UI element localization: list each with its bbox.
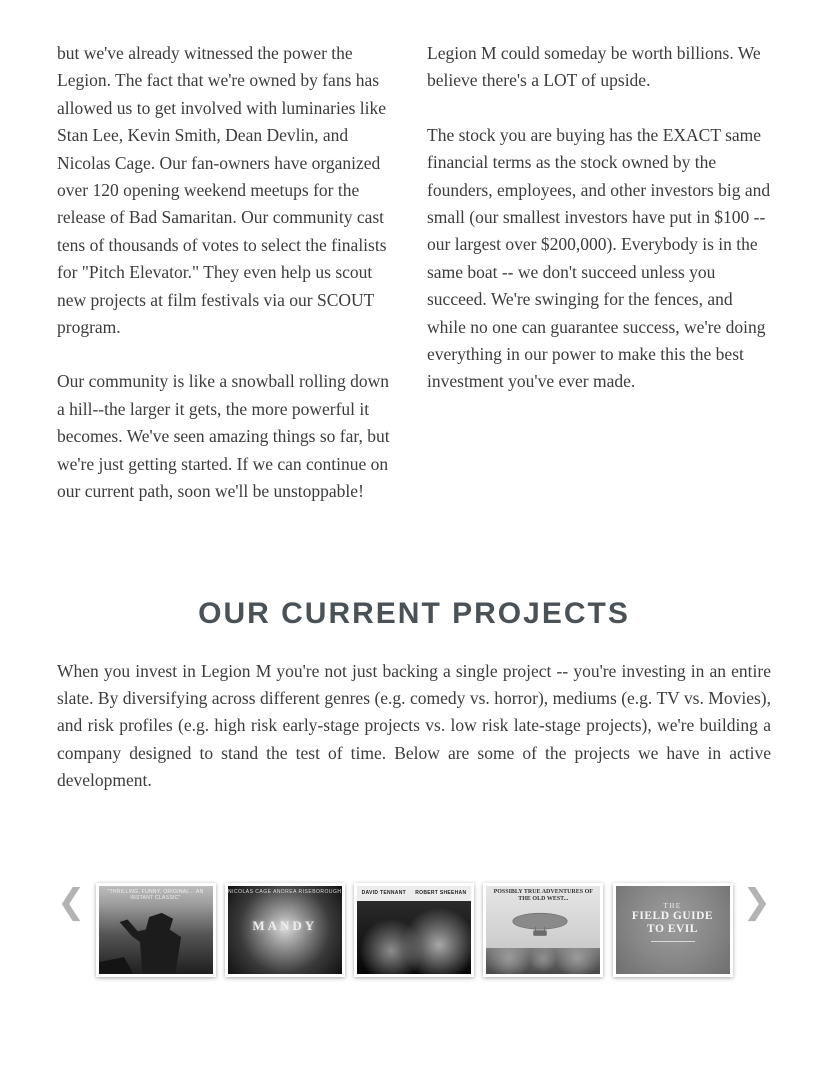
poster-title-line: TO EVIL — [647, 922, 698, 935]
poster-title: MANDY — [252, 917, 318, 933]
paragraph: Our community is like a snowball rolling down a hill--the larger it gets, the more powerful it becomes. We've seen amazing things so far, but we're just getting started. If we can continue on our current path, soon we'll be unstoppable! — [57, 371, 390, 502]
actor-name: ROBERT SHEEHAN — [415, 890, 467, 897]
poster-image — [228, 886, 342, 974]
chevron-right-icon: ❯ — [742, 881, 771, 922]
airship-icon — [506, 911, 574, 940]
poster-tagline: "THRILLING, FUNNY, ORIGINAL... AN INSTANT CLASSIC" — [107, 888, 204, 901]
poster-header-text: POSSIBLY TRUE ADVENTURES OF THE OLD WEST... — [493, 888, 593, 902]
carousel-next-button[interactable] — [742, 881, 772, 922]
poster-thumbnail-bad-samaritan[interactable] — [354, 883, 474, 977]
poster-image — [99, 886, 213, 974]
actor-name: DAVID TENNANT — [361, 890, 406, 897]
poster-title-line: FIELD GUIDE — [631, 909, 714, 922]
poster-thumbnail-mandy[interactable] — [225, 883, 345, 977]
left-column — [57, 40, 401, 533]
poster-credits-bar — [357, 886, 471, 901]
poster-title-line: THE — [663, 901, 682, 910]
chevron-left-icon: ❮ — [57, 881, 86, 922]
poster-image — [486, 886, 600, 974]
poster-thumbnail-field-guide[interactable] — [613, 883, 733, 977]
poster-artwork — [357, 901, 471, 974]
poster-image — [357, 886, 471, 974]
poster-image — [616, 886, 730, 974]
projects-carousel — [57, 883, 771, 977]
paragraph: but we've already witnessed the power the Legion. The fact that we're owned by fans has allowed us to get involved with luminaries like Stan Lee, Kevin Smith, Dean Devlin, and Nicolas Cage. Our fan-owners have organized over 120 opening weekend meetups for the release of Bad Samaritan. Our community cast tens of thousands of votes to select the finalists for "Pitch Elevator." They even help us scout new projects at film festivals via our SCOUT program. — [57, 43, 387, 338]
two-column-text — [57, 40, 771, 533]
poster-thumbnail-old-west[interactable] — [483, 883, 603, 977]
paragraph: Legion M could someday be worth billions. We believe there's a LOT of upside. — [427, 43, 761, 91]
poster-strip — [96, 883, 733, 977]
carousel-prev-button[interactable] — [57, 881, 86, 922]
section-intro: When you invest in Legion M you're not just backing a single project -- you're investing in an entire slate. By diversifying across different genres (e.g. comedy vs. horror), mediums (e.g. TV vs. Movies), and risk profiles (e.g. high risk early-stage projects vs. low risk late-stage projects), we're building a company designed to stand the test of time. Below are some of the projects we have in active development. — [57, 660, 771, 791]
poster-figures-strip — [486, 948, 600, 974]
poster-thumbnail-monster[interactable] — [96, 883, 216, 977]
section-title: OUR CURRENT PROJECTS — [198, 596, 630, 630]
paragraph: The stock you are buying has the EXACT same financial terms as the stock owned by the founders, employees, and other investors big and small (our smallest investors have put in $100 -- our largest over $200,000). Everybody is in the same boat -- we don't succeed unless you succeed. We're swinging for the fences, and while no one can guarantee success, we're doing everything in our power to make this the best investment you've ever made. — [427, 124, 771, 392]
monster-silhouette-icon — [99, 907, 213, 974]
poster-credits: NICOLAS CAGE ANDREA RISEBOROUGH — [227, 888, 342, 895]
decorative-rule — [651, 941, 695, 942]
right-column — [427, 40, 771, 533]
